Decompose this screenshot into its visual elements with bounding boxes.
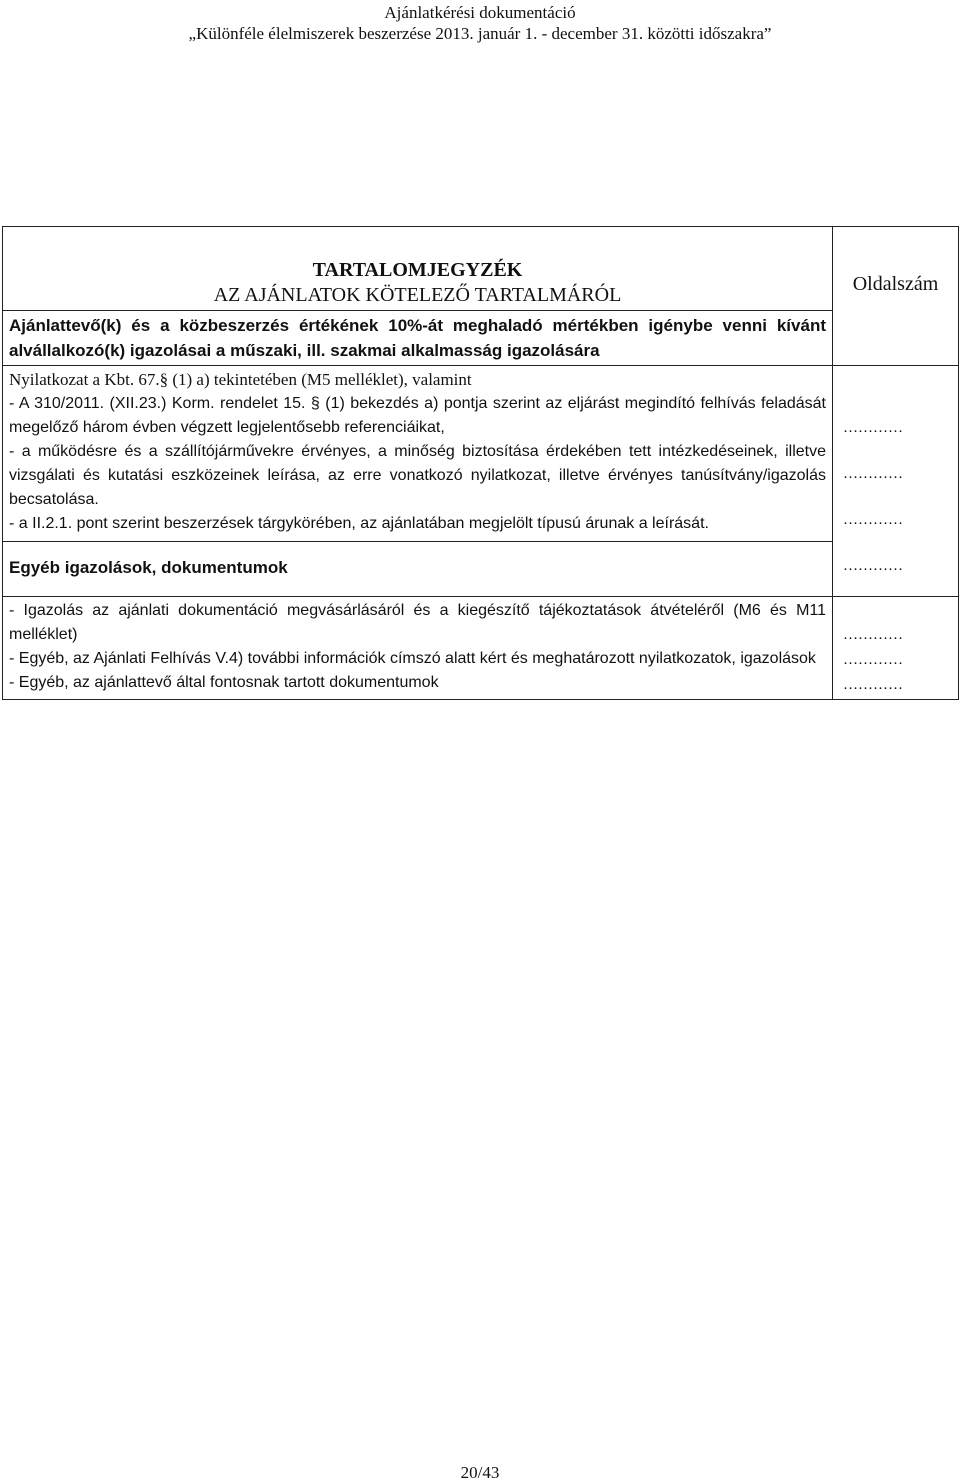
- section1-page-refs: [833, 366, 959, 597]
- section1-item: - a működésre és a szállítójárművekre érvényes, a minőség biztosítása érdekében tett intézkedéseinek, illetve vizsgálati és kutatási eszközeinek leírása, az erre vonatkozó nyilatkozat, illetve érvényes tanúsítvány/igazolás becsatolása.: [9, 443, 826, 508]
- page-ref-placeholder: …………: [843, 466, 903, 482]
- toc-subtitle: AZ AJÁNLATOK KÖTELEZŐ TARTALMÁRÓL: [213, 284, 622, 306]
- section1-item: - a II.2.1. pont szerint beszerzések tárgykörében, az ajánlatában megjelölt típusú árunak a leírását.: [9, 515, 709, 532]
- section1-item: Nyilatkozat a Kbt. 67.§ (1) a) tekintetében (M5 melléklet), valamint: [9, 370, 472, 389]
- page-column-title: Oldalszám: [833, 227, 959, 366]
- section1-heading: Ajánlattevő(k) és a közbeszerzés értékének 10%-át meghaladó mértékben igénybe venni kívánt alvállalkozó(k) igazolásai a műszaki, ill. szakmai alkalmasság igazolására: [9, 316, 826, 360]
- page-ref-placeholder: …………: [843, 512, 903, 528]
- header-document-type: Ajánlatkérési dokumentáció: [384, 3, 576, 22]
- page-ref-placeholder: …………: [843, 420, 903, 436]
- section2-item: - Egyéb, az Ajánlati Felhívás V.4) további információk címszó alatt kért és meghatározott nyilatkozatok, igazolások: [9, 650, 816, 667]
- section1-heading-cell: [3, 311, 833, 366]
- toc-title-row: [3, 227, 959, 311]
- toc-table: [2, 226, 959, 700]
- section1-heading-row: [3, 311, 959, 366]
- page-ref-placeholder: …………: [843, 627, 903, 643]
- section2-heading-row: [3, 541, 959, 596]
- section1-body-row: [3, 366, 959, 542]
- page-header: [0, 2, 960, 44]
- section2-item: - Egyéb, az ajánlattevő által fontosnak tartott dokumentumok: [9, 674, 439, 691]
- section1-item: - A 310/2011. (XII.23.) Korm. rendelet 15. § (1) bekezdés a) pontja szerint az eljárást megindító felhívás feladását megelőző három évben végzett legjelentősebb referenciáikat,: [9, 395, 826, 436]
- toc-title: TARTALOMJEGYZÉK: [312, 259, 523, 281]
- section2-body: [3, 597, 833, 700]
- section2-heading-cell: [3, 541, 833, 596]
- header-procurement-title: „Különféle élelmiszerek beszerzése 2013. január 1. - december 31. közötti időszakra”: [188, 24, 772, 43]
- section2-body-row: [3, 597, 959, 700]
- section2-heading: Egyéb igazolások, dokumentumok: [9, 557, 288, 577]
- page-number: 20/43: [460, 1463, 500, 1482]
- section1-body: [3, 366, 833, 542]
- page-ref-placeholder: …………: [843, 558, 903, 574]
- page-ref-placeholder: …………: [843, 652, 903, 668]
- section2-page-refs: [833, 597, 959, 700]
- toc-title-cell: [3, 227, 833, 311]
- page-ref-placeholder: …………: [843, 677, 903, 693]
- section2-item: - Igazolás az ajánlati dokumentáció megvásárlásáról és a kiegészítő tájékoztatások átvételéről (M6 és M11 melléklet): [9, 602, 826, 643]
